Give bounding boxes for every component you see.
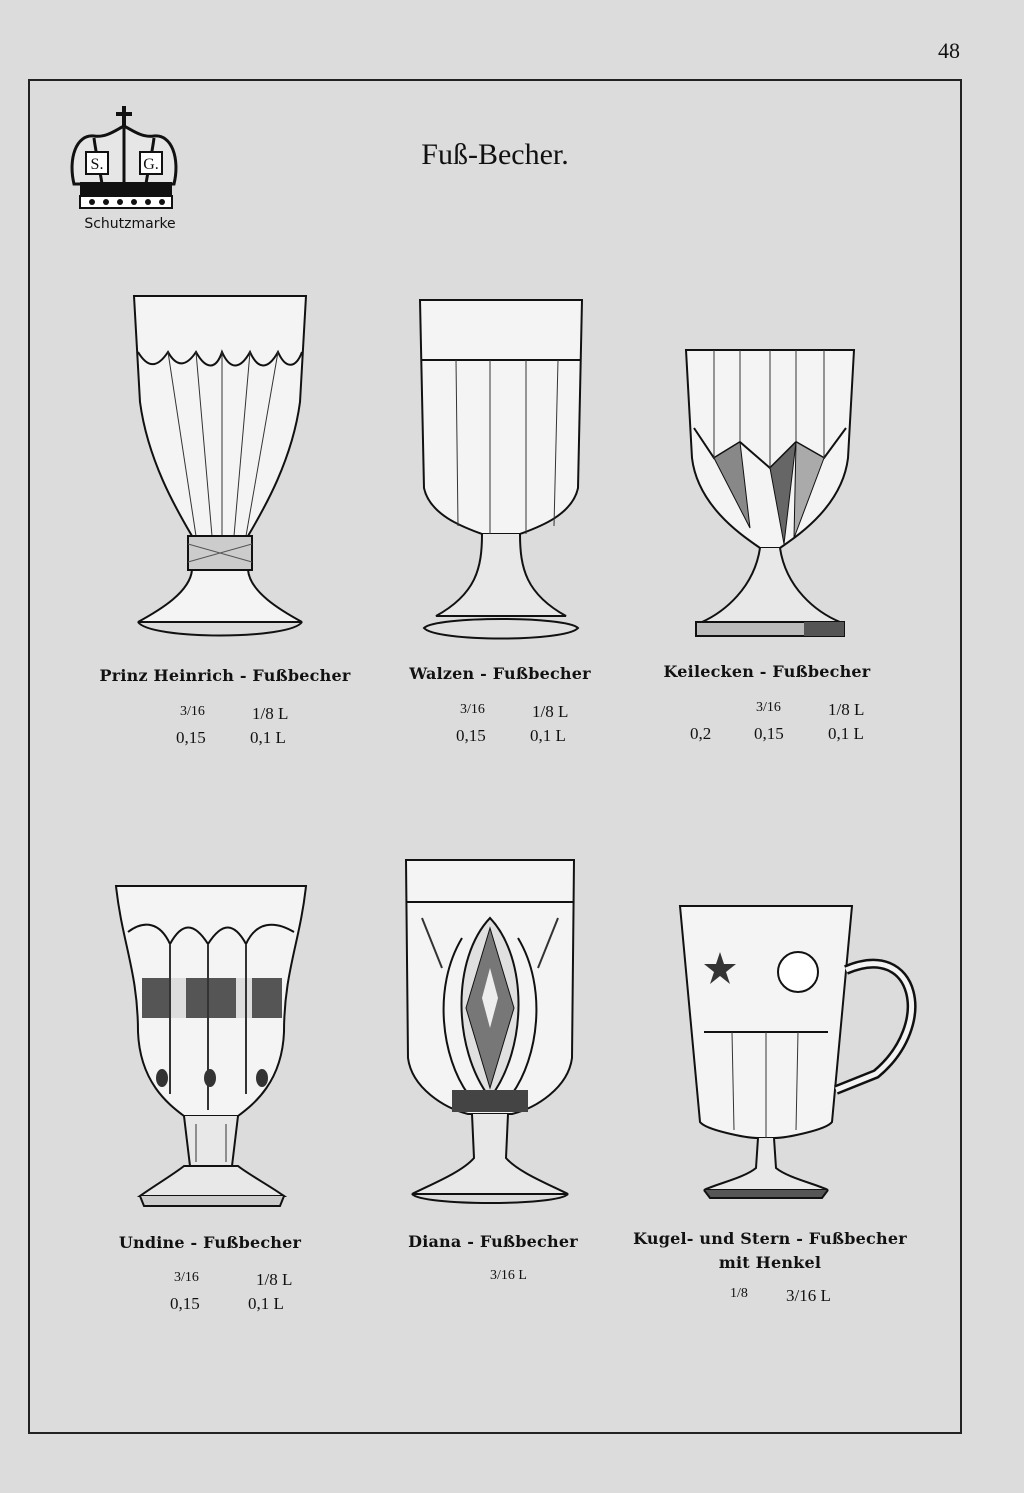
- svg-text:G.: G.: [143, 156, 159, 173]
- size-value: 1/8 L: [252, 704, 289, 723]
- product-name: Walzen - Fußbecher: [409, 664, 591, 683]
- size-row: [152, 1270, 312, 1294]
- product-name-line: Kugel- und Stern - Fußbecher: [633, 1229, 907, 1248]
- size-value: 0,15: [456, 726, 486, 745]
- size-value: 0,1 L: [828, 724, 864, 743]
- size-value: 0,15: [176, 728, 206, 747]
- size-table: [160, 704, 310, 754]
- size-value: 3/16: [460, 702, 485, 717]
- size-table: [152, 1270, 312, 1320]
- size-row: [710, 1286, 850, 1310]
- product-name: Keilecken - Fußbecher: [663, 662, 871, 681]
- size-value: 3/16: [756, 700, 781, 715]
- size-table: [470, 1268, 570, 1294]
- size-row: [160, 728, 310, 752]
- wedge-cut-footed-tumbler-icon: [684, 348, 856, 638]
- size-value: 3/16: [180, 704, 205, 719]
- size-value: 1/8 L: [828, 700, 865, 719]
- size-value: 0,2: [690, 724, 712, 743]
- size-value: 1/8: [730, 1286, 748, 1301]
- page-number: 48: [938, 38, 960, 63]
- size-row: [686, 724, 886, 748]
- size-value: 0,1 L: [530, 726, 566, 745]
- page-title: Fuß-Becher.: [421, 138, 569, 171]
- undine-goblet-icon: [114, 882, 308, 1212]
- size-value: 0,1 L: [250, 728, 286, 747]
- diana-star-cut-goblet-icon: [402, 858, 578, 1208]
- size-row: [440, 726, 590, 750]
- size-value: 0,15: [170, 1294, 200, 1313]
- size-table: [686, 700, 886, 750]
- svg-text:S.: S.: [90, 156, 104, 173]
- size-table: [710, 1286, 850, 1312]
- size-row: [152, 1294, 312, 1318]
- product-name: Prinz Heinrich - Fußbecher: [99, 666, 351, 685]
- size-row: [470, 1268, 570, 1292]
- product-name: Undine - Fußbecher: [118, 1233, 302, 1252]
- size-value: 1/8 L: [256, 1270, 293, 1289]
- size-value: 1/8 L: [532, 702, 569, 721]
- product-name-line: mit Henkel: [718, 1253, 822, 1272]
- trademark-caption: Schutzmarke: [84, 216, 176, 232]
- size-table: [440, 702, 590, 752]
- footed-goblet-icon: [130, 292, 310, 644]
- crown-trademark-logo: [66, 104, 190, 234]
- size-value: 3/16: [174, 1270, 199, 1285]
- cylinder-footed-tumbler-icon: [416, 298, 586, 644]
- product-name: [630, 1227, 910, 1275]
- size-row: [160, 704, 310, 728]
- size-value: 0,1 L: [248, 1294, 284, 1313]
- size-value: 3/16 L: [786, 1286, 831, 1305]
- size-value: 3/16 L: [490, 1268, 527, 1283]
- product-name: Diana - Fußbecher: [408, 1232, 578, 1251]
- size-row: [440, 702, 590, 726]
- handled-footed-mug-icon: [676, 904, 918, 1202]
- size-value: 0,15: [754, 724, 784, 743]
- size-row: [686, 700, 886, 724]
